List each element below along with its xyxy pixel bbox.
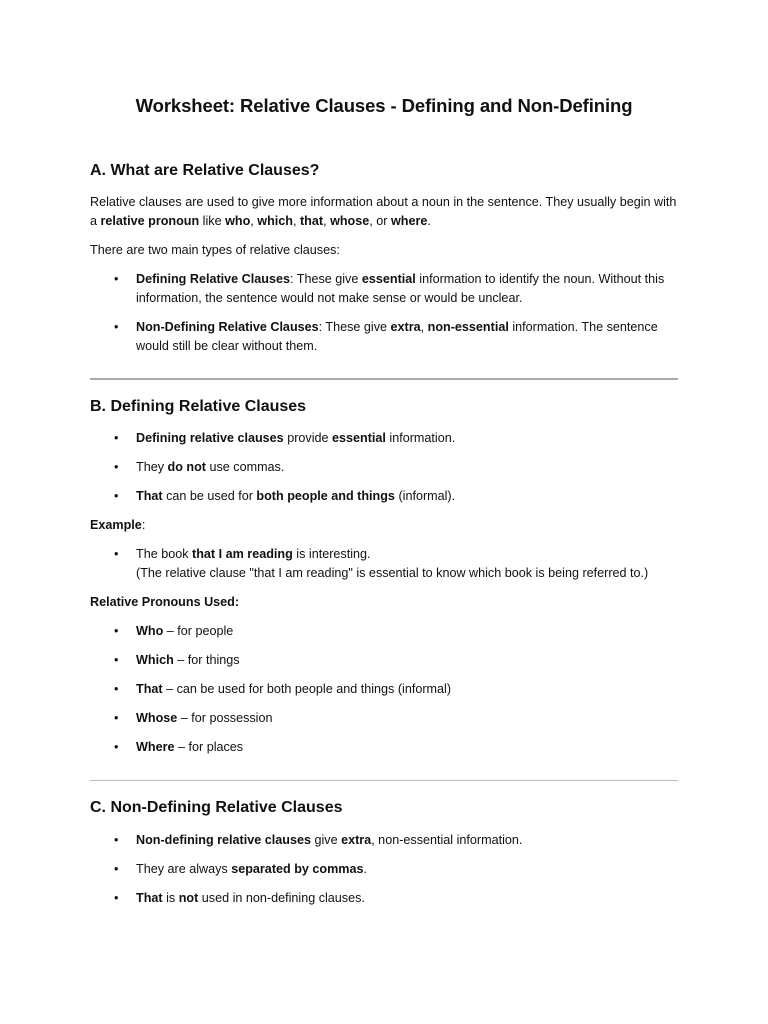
- list-item: Non-Defining Relative Clauses: These give extra, non-essential information. The sentence would still be clear without them.: [136, 320, 658, 353]
- bullet-icon: •: [114, 547, 119, 561]
- bullet-icon: •: [114, 431, 119, 445]
- bullet-icon: •: [114, 624, 119, 638]
- bullet-icon: •: [114, 460, 119, 474]
- bullet-icon: •: [114, 740, 119, 754]
- bullet-icon: •: [114, 862, 119, 876]
- section-a-intro: Relative clauses are used to give more information about a noun in the sentence. They usually begin with a relative pronoun like who, which, that, whose, or where.: [90, 195, 677, 228]
- page-title: Worksheet: Relative Clauses - Defining and Non-Defining: [135, 95, 633, 116]
- section-a-types-intro: There are two main types of relative clauses:: [90, 243, 340, 257]
- example-label: Example:: [90, 518, 146, 532]
- list-item: Defining Relative Clauses: These give essential information to identify the noun. Without this information, the sentence would not make sense or would be unclear.: [136, 272, 665, 305]
- section-a-heading: A. What are Relative Clauses?: [90, 162, 320, 179]
- bullet-icon: •: [114, 682, 119, 696]
- bullet-icon: •: [114, 320, 119, 334]
- list-item: They do not use commas.: [136, 460, 285, 474]
- bullet-icon: •: [114, 653, 119, 667]
- section-c-heading: C. Non-Defining Relative Clauses: [90, 799, 343, 816]
- pronoun-item: Which – for things: [136, 653, 240, 667]
- section-divider: [90, 780, 678, 781]
- bullet-icon: •: [114, 489, 119, 503]
- list-item: That can be used for both people and things (informal).: [136, 489, 456, 503]
- pronouns-label: Relative Pronouns Used:: [90, 595, 240, 609]
- pronoun-item: Who – for people: [136, 624, 234, 638]
- bullet-icon: •: [114, 711, 119, 725]
- section-b-heading: B. Defining Relative Clauses: [90, 398, 307, 415]
- bullet-icon: •: [114, 891, 119, 905]
- list-item: Non-defining relative clauses give extra, non-essential information.: [136, 833, 523, 847]
- bullet-icon: •: [114, 272, 119, 286]
- example-item: The book that I am reading is interesting. (The relative clause "that I am reading" is essential to know which book is being referred to.): [136, 547, 649, 580]
- bullet-icon: •: [114, 833, 119, 847]
- list-item: Defining relative clauses provide essential information.: [136, 431, 456, 445]
- list-item: That is not used in non-defining clauses.: [136, 891, 365, 905]
- list-item: They are always separated by commas.: [136, 862, 367, 876]
- pronoun-item: Whose – for possession: [136, 711, 273, 725]
- section-divider: [90, 378, 678, 380]
- pronoun-item: Where – for places: [136, 740, 244, 754]
- pronoun-item: That – can be used for both people and things (informal): [136, 682, 452, 696]
